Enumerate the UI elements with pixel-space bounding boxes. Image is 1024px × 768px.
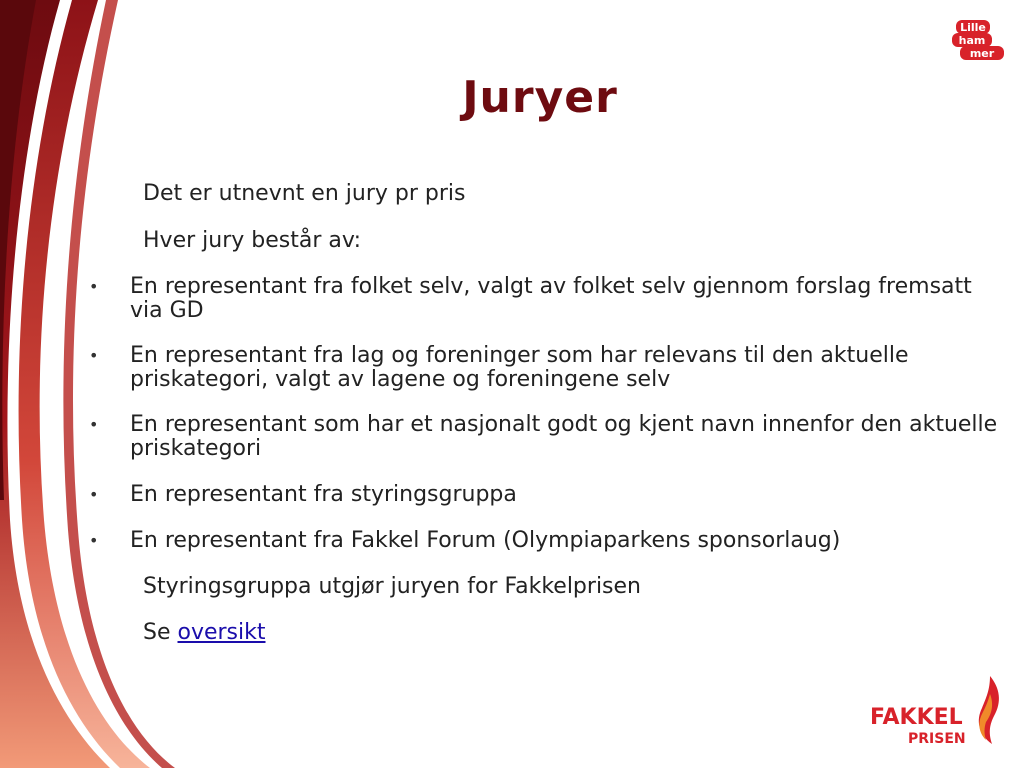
overview-link[interactable]: oversikt	[177, 620, 266, 645]
list-item-text: En representant fra styringsgruppa	[130, 482, 517, 507]
bullet-icon: •	[89, 531, 99, 550]
list-item-text: En representant som har et nasjonalt godt og kjent navn innenfor den aktuelle priskategori	[130, 412, 998, 461]
lillehammer-logo	[950, 18, 1008, 64]
fakkelprisen-logo-line-2: PRISEN	[908, 731, 966, 747]
list-item-text: En representant fra folket selv, valgt av folket selv gjennom forslag fremsatt via GD	[130, 274, 972, 323]
lillehammer-logo-line-1: Lille	[960, 21, 986, 34]
intro-line-1: Det er utnevnt en jury pr pris	[143, 181, 466, 206]
bullet-icon: •	[89, 346, 99, 365]
outro-line: Styringsgruppa utgjør juryen for Fakkelprisen	[143, 574, 641, 599]
slide-title: Juryer	[462, 72, 618, 123]
intro-line-2: Hver jury består av:	[143, 228, 362, 253]
bullet-icon: •	[89, 485, 99, 504]
lillehammer-logo-line-3: mer	[969, 47, 995, 60]
bullet-icon: •	[89, 277, 99, 296]
bullet-icon: •	[89, 415, 99, 434]
list-item-text: En representant fra Fakkel Forum (Olympiaparkens sponsorlaug)	[130, 528, 841, 553]
lillehammer-logo-line-2: ham	[958, 34, 986, 47]
see-prefix: Se	[143, 620, 171, 645]
fakkelprisen-logo	[866, 670, 1006, 750]
list-item-text: En representant fra lag og foreninger som har relevans til den aktuelle priskategori, valgt av lagene og foreningene selv	[130, 343, 909, 392]
see-overview-line	[143, 621, 266, 645]
fakkelprisen-logo-line-1: FAKKEL	[870, 705, 963, 730]
